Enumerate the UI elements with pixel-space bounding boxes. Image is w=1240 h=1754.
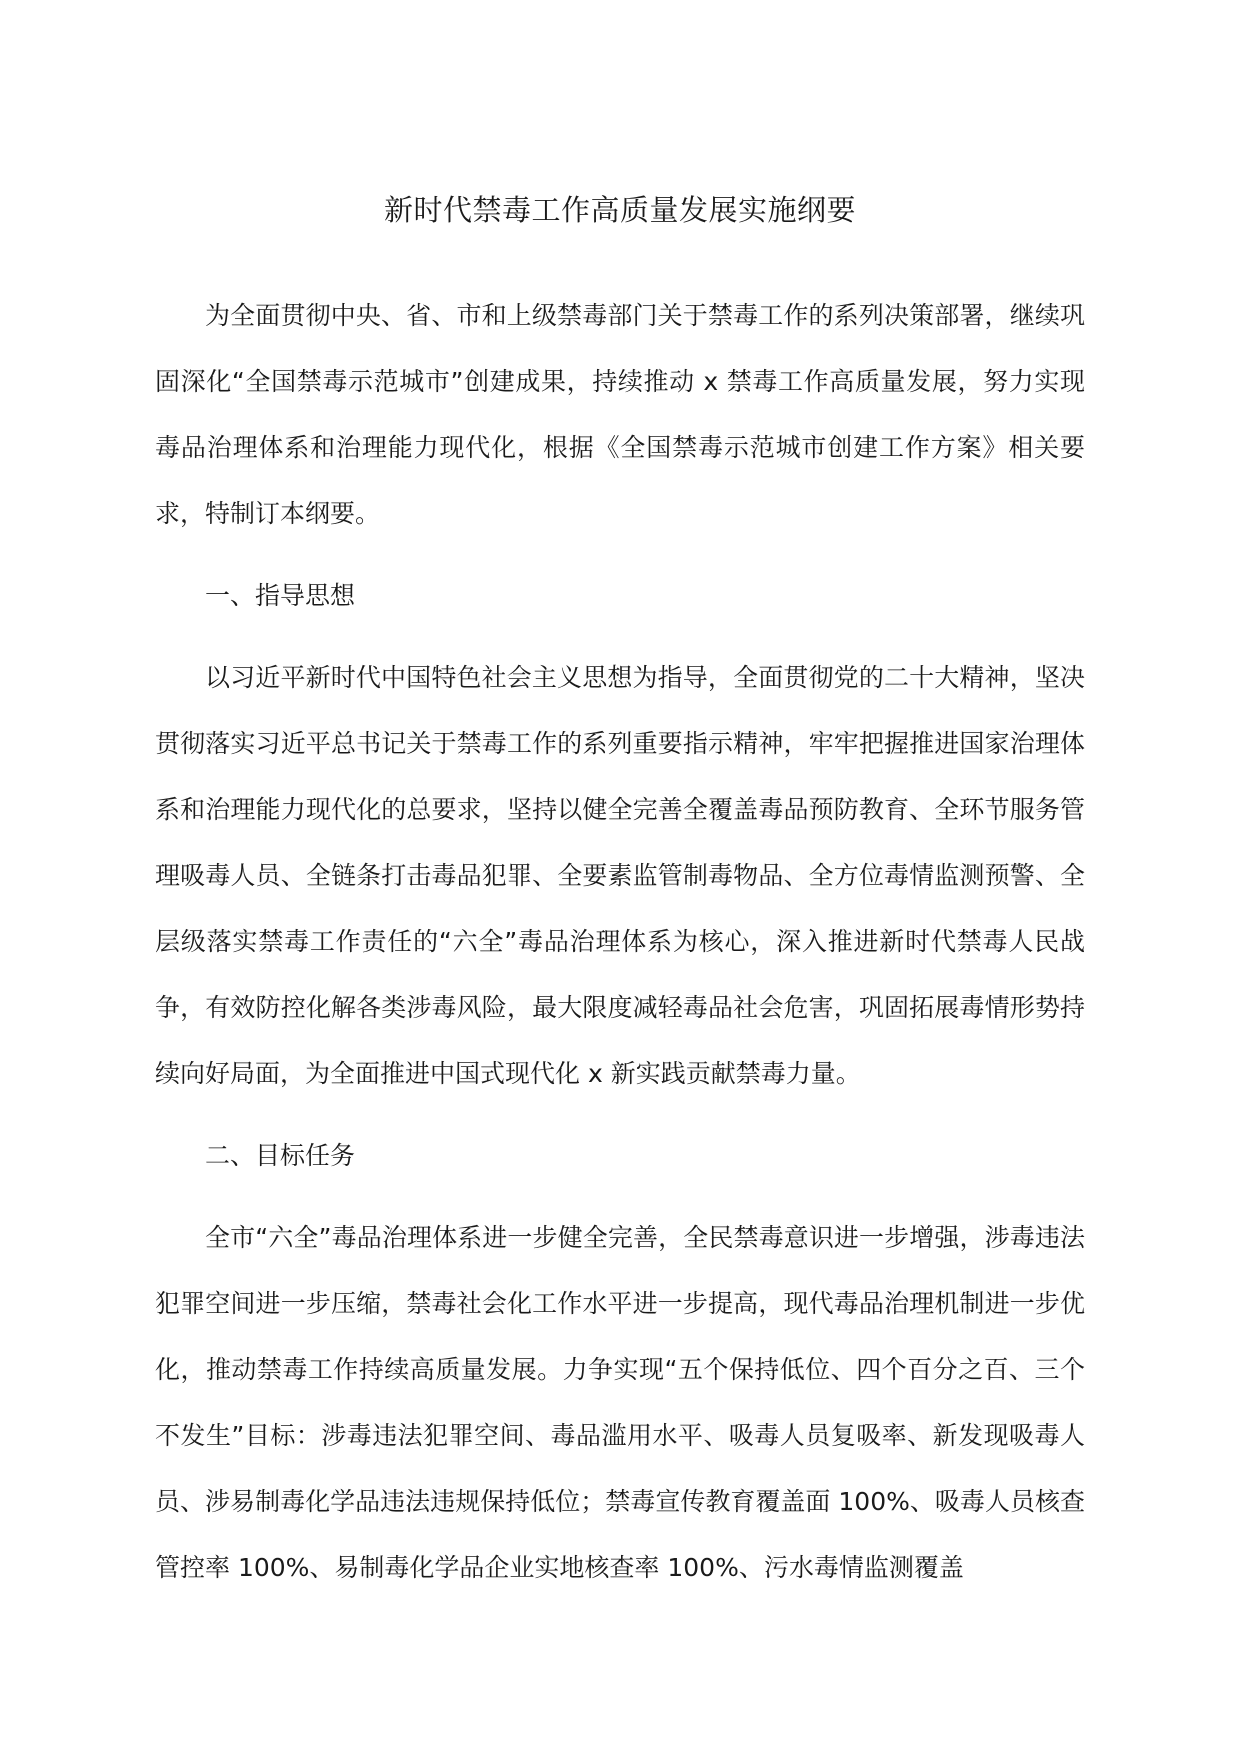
intro-paragraph: 为全面贯彻中央、省、市和上级禁毒部门关于禁毒工作的系列决策部署，继续巩固深化“全国禁毒示范城市”创建成果，持续推动 x 禁毒工作高质量发展，努力实现毒品治理体系和治理能力现代化，根据《全国禁毒示范城市创建工作方案》相关要求，特制订本纲要。 xyxy=(155,301,1085,528)
section-body-goals-tasks: 全市“六全”毒品治理体系进一步健全完善，全民禁毒意识进一步增强，涉毒违法犯罪空间进一步压缩，禁毒社会化工作水平进一步提高，现代毒品治理机制进一步优化，推动禁毒工作持续高质量发展。力争实现“五个保持低位、四个百分之百、三个不发生”目标：涉毒违法犯罪空间、毒品滥用水平、吸毒人员复吸率、新发现吸毒人员、涉易制毒化学品违法违规保持低位；禁毒宣传教育覆盖面 100%、吸毒人员核查管控率 100%、易制毒化学品企业实地核查率 100%、污水毒情监测覆盖 xyxy=(155,1223,1085,1582)
document-title: 新时代禁毒工作高质量发展实施纲要 xyxy=(383,193,856,227)
section-heading-guiding-ideology: 一、指导思想 xyxy=(205,581,356,610)
section-heading-goals-tasks: 二、目标任务 xyxy=(205,1141,356,1170)
section-body-guiding-ideology: 以习近平新时代中国特色社会主义思想为指导，全面贯彻党的二十大精神，坚决贯彻落实习近平总书记关于禁毒工作的系列重要指示精神，牢牢把握推进国家治理体系和治理能力现代化的总要求，坚持以健全完善全覆盖毒品预防教育、全环节服务管理吸毒人员、全链条打击毒品犯罪、全要素监管制毒物品、全方位毒情监测预警、全层级落实禁毒工作责任的“六全”毒品治理体系为核心，深入推进新时代禁毒人民战争，有效防控化解各类涉毒风险，最大限度减轻毒品社会危害，巩固拓展毒情形势持续向好局面，为全面推进中国式现代化 x 新实践贡献禁毒力量。 xyxy=(155,663,1085,1088)
